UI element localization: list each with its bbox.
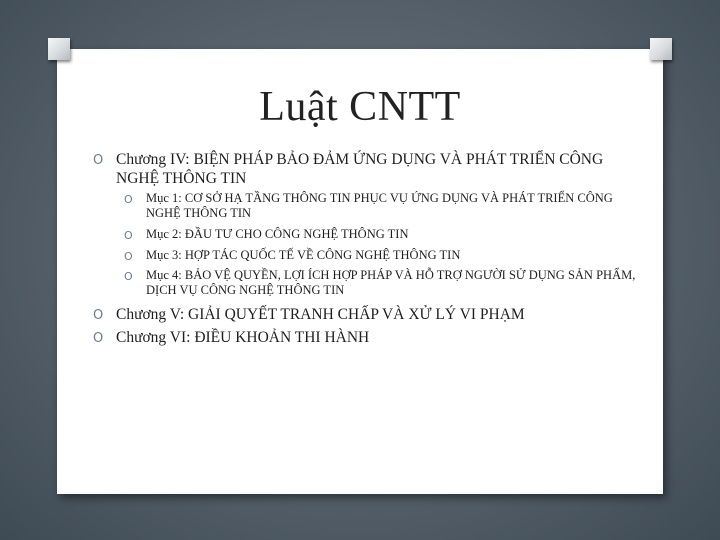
bullet-text: Chương V: GIẢI QUYẾT TRANH CHẤP VÀ XỬ LÝ VI PHẠM xyxy=(116,306,525,323)
bullet-item-chapter-5 xyxy=(93,305,646,324)
bullet-item-section-2 xyxy=(124,227,646,242)
bullet-text: Mục 3: HỢP TÁC QUỐC TẾ VỀ CÔNG NGHỆ THÔNG TIN xyxy=(146,248,461,262)
bullet-item-section-1 xyxy=(124,191,646,221)
bullet-text: Chương VI: ĐIỀU KHOẢN THI HÀNH xyxy=(116,329,370,346)
bullet-o-icon: O xyxy=(124,229,133,242)
bullet-o-icon: O xyxy=(93,308,104,323)
bullet-item-chapter-6 xyxy=(93,328,646,347)
bullet-text: Mục 2: ĐẦU TƯ CHO CÔNG NGHỆ THÔNG TIN xyxy=(146,227,409,241)
slide-title: Luật CNTT xyxy=(259,84,461,130)
bullet-item-chapter-4 xyxy=(93,150,646,188)
bullet-o-icon: O xyxy=(124,250,133,263)
bullet-item-section-4 xyxy=(124,268,646,298)
bullet-o-icon: O xyxy=(124,270,133,283)
pushpin-top-right xyxy=(650,38,672,60)
bullet-o-icon: O xyxy=(124,193,133,206)
bullet-item-section-3 xyxy=(124,248,646,263)
pushpin-top-left xyxy=(48,38,70,60)
bullet-text: Mục 4: BẢO VỆ QUYỀN, LỢI ÍCH HỢP PHÁP VÀ HỖ TRỢ NGƯỜI SỬ DỤNG SẢN PHẨM, DỊCH VỤ CÔNG NGHỆ THÔNG TIN xyxy=(146,268,636,297)
bullet-text: Mục 1: CƠ SỞ HẠ TẦNG THÔNG TIN PHỤC VỤ ỨNG DỤNG VÀ PHÁT TRIỂN CÔNG NGHỆ THÔNG TIN xyxy=(146,191,613,220)
bullet-o-icon: O xyxy=(93,153,104,168)
bullet-text: Chương IV: BIỆN PHÁP BẢO ĐẢM ỨNG DỤNG VÀ PHÁT TRIỂN CÔNG NGHỆ THÔNG TIN xyxy=(116,151,604,187)
bullet-o-icon: O xyxy=(93,331,104,346)
